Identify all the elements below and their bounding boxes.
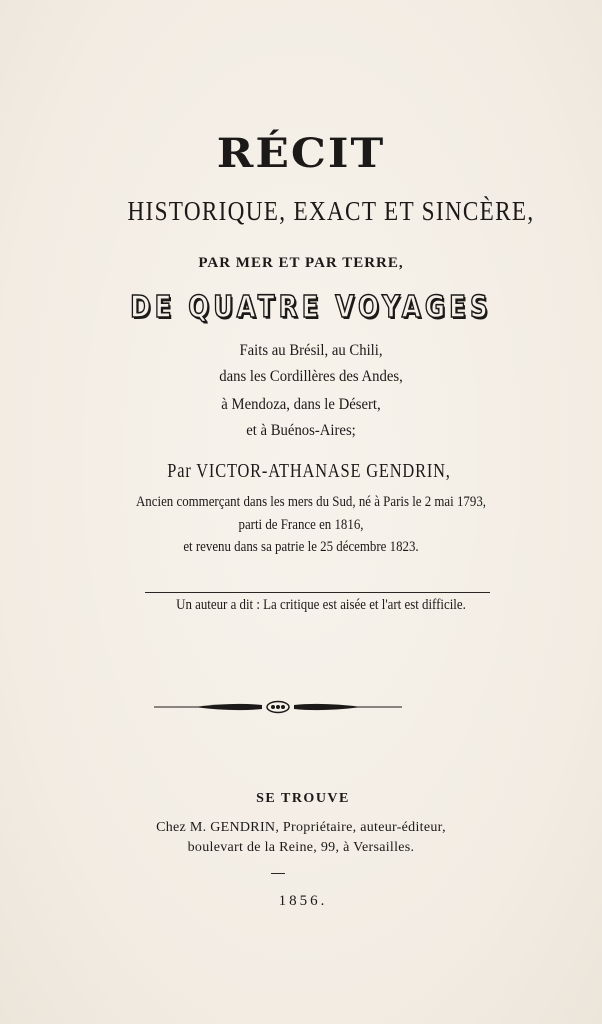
- author-line: Par VICTOR-ATHANASE GENDRIN,: [167, 460, 451, 482]
- divider-rule: [145, 592, 490, 593]
- place-line: dans les Cordillères des Andes,: [219, 368, 403, 385]
- short-dash: [271, 873, 285, 874]
- epigraph: Un auteur a dit : La critique est aisée et l'art est difficile.: [176, 597, 466, 613]
- by-sea-and-land: PAR MER ET PAR TERRE,: [198, 255, 404, 271]
- publication-year: 1856.: [278, 893, 328, 909]
- publisher-line: Chez M. GENDRIN, Propriétaire, auteur-éditeur,: [156, 820, 446, 835]
- place-line: Faits au Brésil, au Chili,: [239, 342, 383, 359]
- author-info-line: parti de France en 1816,: [238, 517, 364, 533]
- author-info-line: Ancien commerçant dans les mers du Sud, né à Paris le 2 mai 1793,: [135, 494, 487, 510]
- ornament-divider-icon: [154, 698, 402, 716]
- address-line: boulevart de la Reine, 99, à Versailles.: [187, 840, 415, 855]
- author-info-line: et revenu dans sa patrie le 25 décembre 1823.: [183, 539, 419, 555]
- voyages-heading: DE QUATRE VOYAGES: [130, 290, 492, 325]
- book-title: RÉCIT: [216, 130, 386, 177]
- se-trouve-label: SE TROUVE: [256, 791, 350, 806]
- place-line: à Mendoza, dans le Désert,: [221, 396, 381, 413]
- book-subtitle: HISTORIQUE, EXACT ET SINCÈRE,: [127, 196, 535, 226]
- place-line: et à Buénos-Aires;: [246, 422, 356, 439]
